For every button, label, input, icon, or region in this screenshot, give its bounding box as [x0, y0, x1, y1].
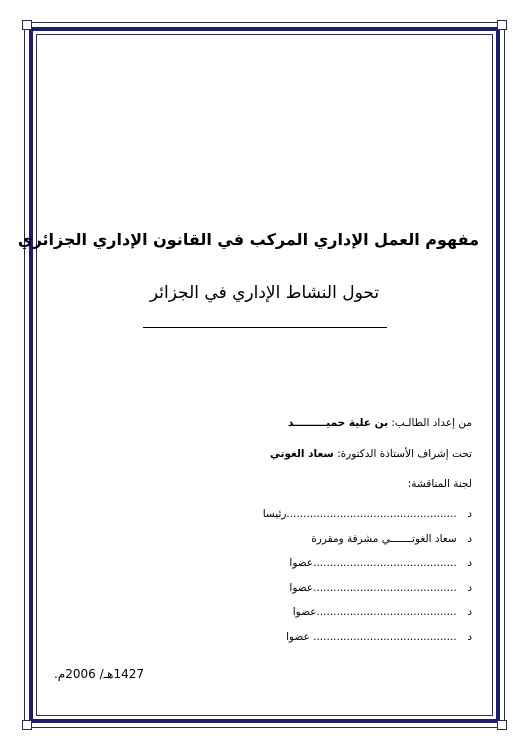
student-name: بن علية حميـــــــــد — [287, 417, 389, 429]
committee-row — [252, 582, 472, 594]
committee-row — [252, 631, 472, 643]
document-date: 1427هـ/ 2006م. — [53, 667, 144, 681]
committee-row — [252, 606, 472, 618]
supervisor-name: سعاد الغوتي — [269, 448, 334, 460]
prepared-by-label: من إعداد الطالـب: — [388, 417, 472, 429]
committee-prefix: د — [467, 557, 472, 569]
border-corner-ornament — [22, 720, 32, 730]
border-corner-ornament — [497, 20, 507, 30]
prepared-by-line — [288, 417, 472, 429]
committee-text: ...................................................رئيسا — [262, 508, 457, 520]
committee-prefix: د — [467, 606, 472, 618]
supervisor-line — [270, 448, 472, 460]
supervisor-label: تحت إشراف الأستاذة الدكتورة: — [333, 448, 472, 460]
committee-prefix: د — [467, 508, 472, 520]
committee-text: ..........................................عضوا — [292, 606, 457, 618]
subtitle-underline — [143, 327, 387, 328]
committee-prefix: د — [467, 533, 472, 545]
committee-row — [252, 533, 472, 545]
committee-text: ...........................................عضوا — [289, 582, 457, 594]
border-corner-ornament — [497, 720, 507, 730]
document-title: مفهوم العمل الإداري المركب في القانون الإداري الجزائري — [17, 230, 479, 249]
committee-text: ........................................... عضوا — [286, 631, 457, 643]
committee-prefix: د — [467, 582, 472, 594]
committee-label: لجنة المناقشة: — [407, 478, 472, 490]
committee-prefix: د — [467, 631, 472, 643]
document-subtitle: تحول النشاط الإداري في الجزائر — [149, 283, 380, 303]
committee-row — [252, 508, 472, 520]
committee-text: ...........................................عضوا — [289, 557, 457, 569]
border-corner-ornament — [22, 20, 32, 30]
committee-row — [252, 557, 472, 569]
committee-text: سعاد الغوتـــــــي مشرفة ومقررة — [311, 533, 457, 545]
